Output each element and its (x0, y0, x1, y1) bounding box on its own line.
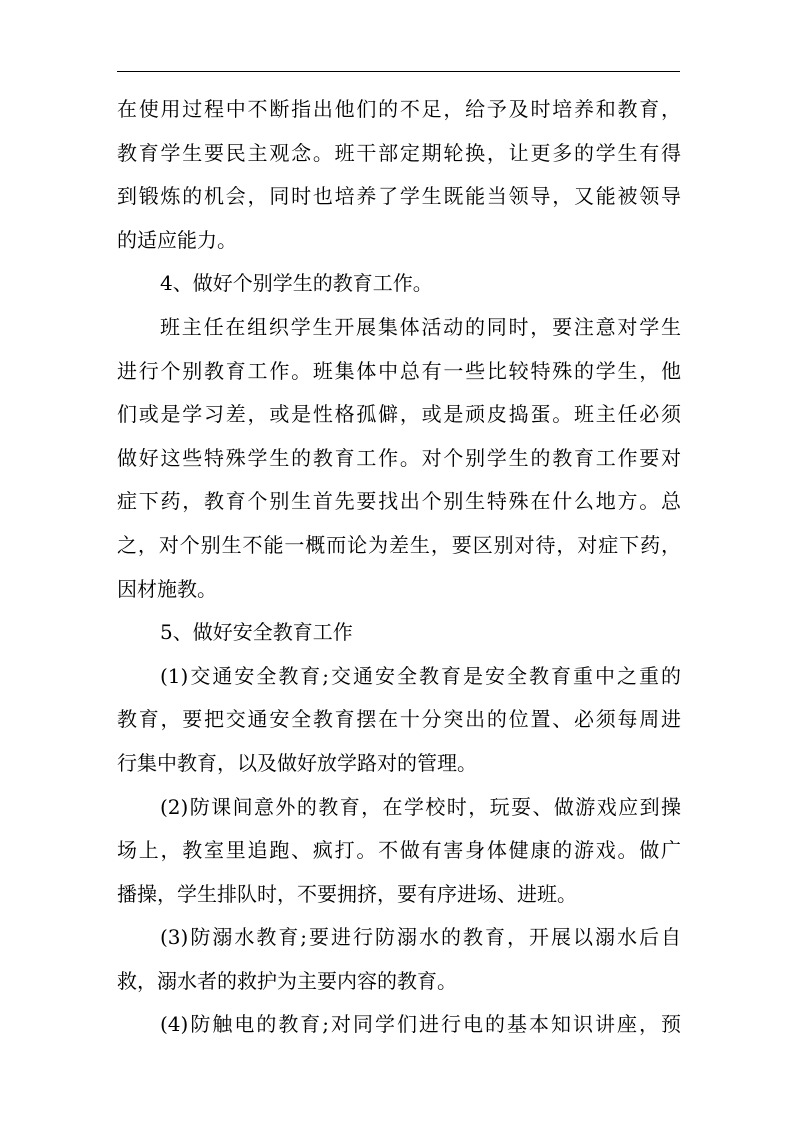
text-line: 到锻炼的机会，同时也培养了学生既能当领导，又能被领导 (117, 184, 681, 209)
text-line: 做好这些特殊学生的教育工作。对个别学生的教育工作要对 (117, 445, 681, 470)
text-line: (1)交通安全教育;交通安全教育是安全教育重中之重的 (160, 663, 681, 688)
text-line: 场上，教室里追跑、疯打。不做有害身体健康的游戏。做广 (117, 838, 681, 863)
text-line: 教育，要把交通安全教育摆在十分突出的位置、必须每周进 (117, 707, 681, 732)
text-line: 进行个别教育工作。班集体中总有一些比较特殊的学生，他 (117, 358, 681, 383)
text-line: 行集中教育，以及做好放学路对的管理。 (117, 750, 477, 775)
section-heading: 5、做好安全教育工作 (160, 620, 353, 645)
text-line: (3)防溺水教育;要进行防溺水的教育，开展以溺水后自 (160, 925, 681, 950)
document-body (117, 88, 681, 1047)
text-line: 症下药，教育个别生首先要找出个别生特殊在什么地方。总 (117, 489, 681, 514)
text-line: 之，对个别生不能一概而论为差生，要区别对待，对症下药， (117, 532, 681, 557)
text-line: 教育学生要民主观念。班干部定期轮换，让更多的学生有得 (117, 140, 681, 165)
text-line: 班主任在组织学生开展集体活动的同时，要注意对学生 (160, 314, 681, 339)
text-line: (4)防触电的教育;对同学们进行电的基本知识讲座，预 (160, 1012, 681, 1037)
text-line: 播操，学生排队时，不要拥挤，要有序进场、进班。 (117, 881, 577, 906)
text-line: 在使用过程中不断指出他们的不足，给予及时培养和教育， (117, 97, 681, 121)
text-line: 救，溺水者的救护为主要内容的教育。 (117, 968, 457, 993)
section-heading: 4、做好个别学生的教育工作。 (160, 271, 433, 296)
text-line: (2)防课间意外的教育，在学校时，玩耍、做游戏应到操 (160, 794, 681, 819)
text-line: 们或是学习差，或是性格孤僻，或是顽皮捣蛋。班主任必须 (117, 402, 681, 427)
text-line: 因材施教。 (117, 576, 217, 601)
text-line: 的适应能力。 (117, 227, 237, 252)
header-rule (117, 71, 680, 72)
